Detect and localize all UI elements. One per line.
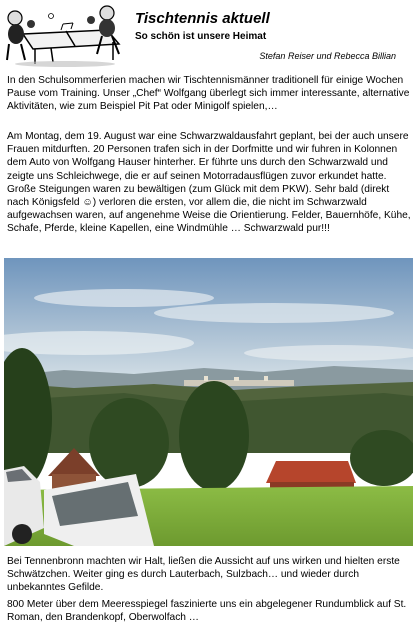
page-title: Tischtennis aktuell (135, 10, 270, 27)
article-paragraph-stop: Bei Tennenbronn machten wir Halt, ließen die Aussicht auf uns wirken und hielten erste Schwätzchen. Weiter ging es durch Lauterbach, Sulzbach… und wieder durch unbekanntes Gefilde. (7, 556, 400, 594)
article-paragraph-trip: Am Montag, dem 19. August war eine Schwarzwaldausfahrt geplant, bei der auch unsere Frauen mitdurften. 20 Personen trafen sich in der Dorfmitte und wir fuhren in Kolonnen dem Auto von Wolfgang Hauser hinterher. Er führte uns durch den Schwarzwald und zeigte uns Schleichwege, die er auf seinen Motorradausflügen zuvor erkundet hatte. Große Steigungen waren zu bewältigen (zum Glück mit dem PKW). Sehr bald (direkt nach Königsfeld ☺) verloren die ersten, vor allem die, die nicht im Schwarzwald aufgewachsen waren, auf angenehme Weise die Orientierung. Felder, Bauernhöfe, Kühe, Schafe, Pferde, kleine Kapellen, eine Windmühle … Schwarzwald pur!!! (7, 131, 411, 235)
article-subtitle: So schön ist unsere Heimat (135, 31, 267, 42)
article-paragraph-intro: In den Schulsommerferien machen wir Tischtennismänner traditionell für einige Wochen Pause vom Training. Unser „Chef“ Wolfgang überlegt sich immer interessante, alternative Aktivitäten, wie zum Beispiel Pit Pat oder Minigolf spielen,… (7, 75, 410, 113)
article-paragraph-view: 800 Meter über dem Meeresspiegel faszinierte uns ein abgelegener Rundumblick auf St. Roman, den Brandenkopf, Oberwolfach … (7, 599, 407, 624)
article-authors: Stefan Reiser und Rebecca Billian (259, 51, 396, 61)
landscape-photo (4, 258, 413, 546)
table-tennis-cartoon-icon (3, 4, 127, 68)
article-header (0, 0, 416, 72)
